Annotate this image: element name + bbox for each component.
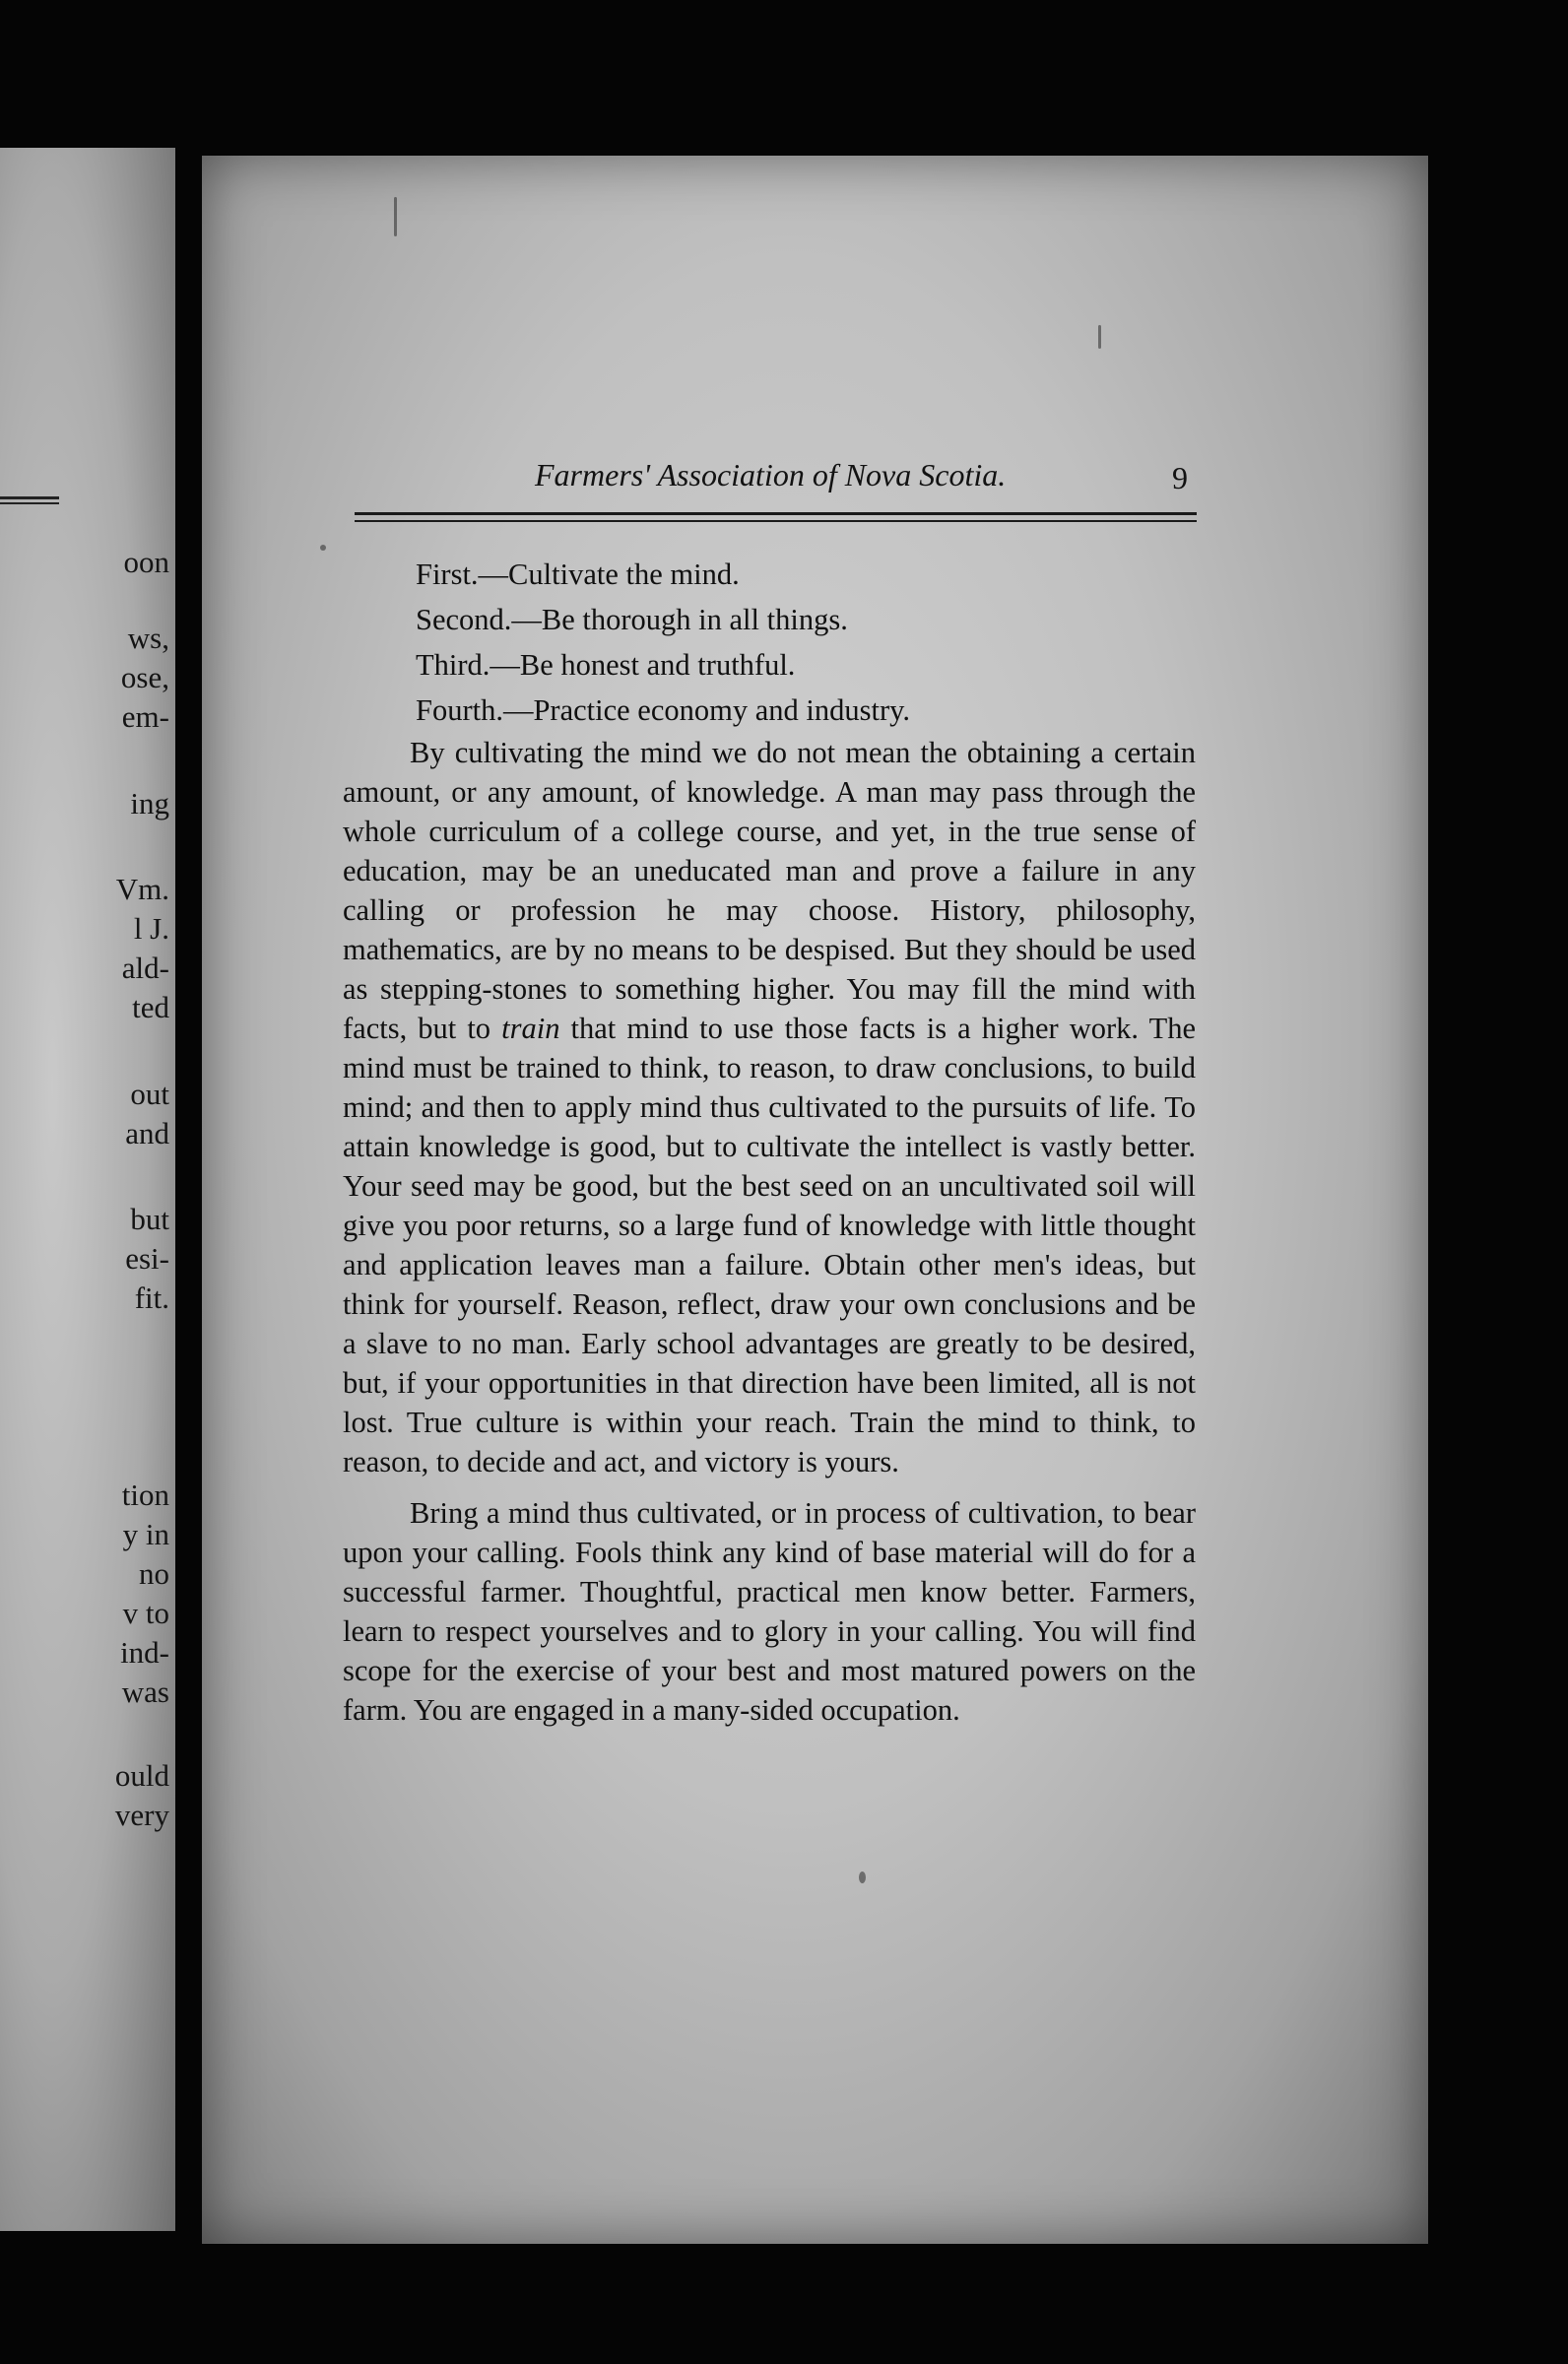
- fragment-line: ing: [130, 786, 169, 821]
- running-title: Farmers' Association of Nova Scotia.: [535, 457, 1007, 492]
- scan-speck: [1098, 325, 1101, 349]
- scan-speck: [859, 1872, 866, 1883]
- paragraph-bring-a-mind: Bring a mind thus cultivated, or in process of cultivation, to bear upon your calling. Fools think any kind of base material will do for a successful farmer. Thoughtful, practical men know better. Farmers, learn to respect yourselves and to glory in your calling. You will find scope for the exercise of your best and most matured powers on the farm. You are engaged in a many-sided occupation.: [343, 1496, 1196, 1727]
- fragment-line: fit.: [134, 1280, 169, 1315]
- paragraph-text: that mind to use those facts is a higher work. The mind must be trained to think, to reason, to draw conclusions, to build mind; and then to apply mind thus cultivated to the pursuits of life. To attain knowledge is good, but to cultivate the intellect is vastly better. Your seed may be good, but the best seed on an uncultivated soil will give you poor returns, so a large fund of knowledge with little thought and application leaves man a failure. Obtain other men's ideas, but think for yourself. Reason, reflect, draw your own conclusions and be a slave to no man. Early school advantages are greatly to be desired, but, if your opportunities in that direction have been limited, all is not lost. True culture is within your reach. Train the mind to think, to reason, to decide and act, and victory is yours.: [343, 1012, 1196, 1478]
- fragment-line: out: [130, 1077, 169, 1111]
- scan-speck: [394, 197, 397, 236]
- fragment-line: oon: [123, 545, 169, 579]
- list-item: Second.—Be thorough in all things.: [416, 603, 848, 636]
- fragment-line: but: [130, 1202, 169, 1236]
- header-double-rule: [355, 512, 1197, 526]
- fragment-line: ald-: [121, 951, 169, 985]
- paragraph-text: By cultivating the mind we do not mean the obtaining a certain amount, or any amount, of knowledge. A man may pass through the whole curriculum of a college course, and yet, in the true sense of education, may be an uneducated man and prove a failure in any calling or profession he may choose. History, philosophy, mathematics, are by no means to be despised. But they should be used as stepping-stones to something higher. You may fill the mind with facts, but to: [343, 736, 1196, 1045]
- previous-page-rule: [0, 496, 59, 504]
- emphasis-word: train: [501, 1012, 560, 1045]
- fragment-line: v to: [122, 1596, 169, 1630]
- list-item: Fourth.—Practice economy and industry.: [416, 693, 911, 727]
- running-head: [330, 299, 1019, 492]
- list-item: First.—Cultivate the mind.: [416, 558, 740, 591]
- previous-page-edge: [0, 148, 175, 2231]
- page-body: [343, 552, 1196, 1730]
- fragment-line: esi-: [125, 1241, 169, 1276]
- fragment-line: ted: [132, 990, 169, 1024]
- fragment-line: ould: [114, 1758, 169, 1793]
- fragment-line: l J.: [133, 911, 169, 946]
- page-number: 9: [1172, 460, 1188, 495]
- fragment-line: very: [114, 1798, 169, 1832]
- list-item: Third.—Be honest and truthful.: [416, 648, 796, 682]
- scan-speck: [320, 545, 326, 551]
- fragment-line: and: [125, 1116, 169, 1150]
- fragment-line: ose,: [120, 660, 169, 694]
- fragment-line: y in: [122, 1517, 169, 1551]
- fragment-line: ws,: [127, 621, 169, 655]
- fragment-line: ind-: [120, 1635, 169, 1670]
- book-gutter: [177, 148, 203, 2231]
- paragraph-cultivating-the-mind: [343, 733, 1196, 1481]
- fragment-line: was: [121, 1674, 169, 1709]
- fragment-line: no: [139, 1556, 169, 1591]
- fragment-line: Vm.: [115, 872, 169, 906]
- fragment-line: em-: [121, 699, 169, 734]
- fragment-line: tion: [121, 1478, 169, 1512]
